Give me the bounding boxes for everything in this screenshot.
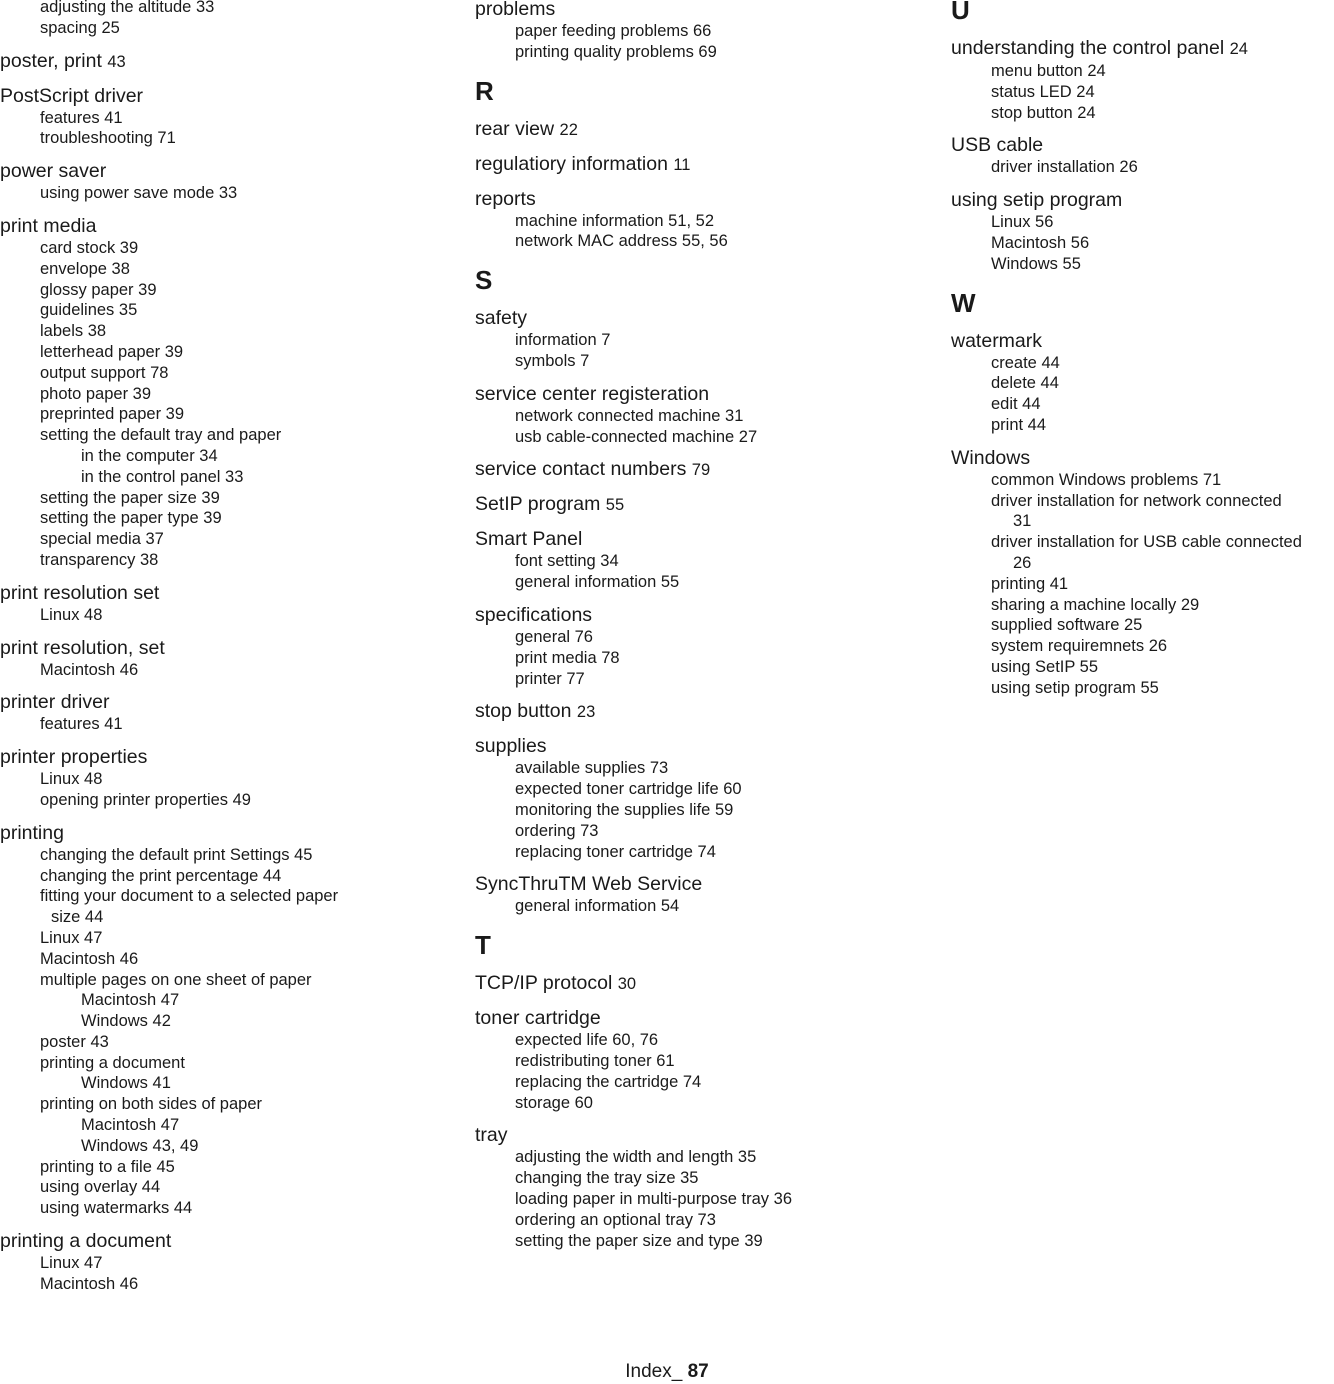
index-entry-heading (0, 636, 400, 660)
index-entry-page: 55 (605, 496, 625, 515)
index-entry (0, 821, 400, 1219)
index-entry (951, 446, 1334, 699)
index-entry (951, 188, 1334, 274)
index-subentry: adjusting the width and length 35 (515, 1148, 757, 1167)
index-subentry: spacing 25 (40, 18, 120, 37)
index-subentry: information 7 (515, 331, 611, 350)
index-subentry: redistributing toner 61 (515, 1051, 675, 1070)
index-entry-heading (0, 690, 400, 714)
index-subentry: expected life 60, 76 (515, 1031, 659, 1050)
index-entry-heading (0, 821, 400, 845)
index-subentry: Macintosh 46 (40, 1274, 139, 1293)
index-entry (0, 745, 400, 811)
index-entry-term: service center registeration (475, 382, 710, 405)
index-letter-heading: R (475, 75, 494, 106)
index-subentry: common Windows problems 71 (991, 470, 1222, 489)
index-entry-term: specifications (475, 603, 593, 626)
index-subentry: changing the print percentage 44 (40, 866, 282, 885)
index-subentry: Linux 48 (40, 770, 103, 789)
index-entry (475, 117, 895, 142)
index-column-1 (0, 0, 400, 1305)
index-entry (475, 187, 895, 253)
index-subentry: symbols 7 (515, 351, 590, 370)
index-subentry: using power save mode 33 (40, 184, 238, 203)
index-subentry: general information 55 (515, 573, 680, 592)
index-entry-term: using setip program (951, 189, 1123, 212)
index-subentry: available supplies 73 (515, 759, 669, 778)
index-entry-term: Smart Panel (475, 528, 583, 551)
index-subentry: Linux 48 (40, 605, 103, 624)
index-entry-heading (951, 188, 1334, 212)
index-subentry: using setip program 55 (991, 678, 1159, 697)
index-entry-term: PostScript driver (0, 84, 144, 107)
index-entry-term: power saver (0, 160, 107, 183)
index-entry-term: stop button (475, 700, 572, 723)
index-subentry: general information 54 (515, 897, 680, 916)
index-subentry: replacing toner cartridge 74 (515, 842, 716, 861)
index-entry-page: 30 (617, 975, 637, 994)
index-subentry: 26 (1013, 553, 1032, 572)
index-subentry: menu button 24 (991, 62, 1106, 80)
index-subentry: adjusting the altitude 33 (40, 0, 215, 16)
index-entry-heading (475, 187, 895, 211)
index-letter-heading: S (475, 265, 493, 296)
index-entry (0, 1229, 400, 1295)
index-entry (951, 133, 1334, 178)
index-entry-heading (475, 117, 895, 142)
index-entry-heading (951, 329, 1334, 353)
index-entry (951, 329, 1334, 436)
index-subentry: Macintosh 46 (40, 660, 139, 679)
index-entry-heading (475, 457, 895, 482)
index-entry (0, 49, 400, 74)
index-subentry: envelope 38 (40, 259, 130, 278)
index-entry-heading (475, 603, 895, 627)
index-subentry: setting the paper size 39 (40, 488, 220, 507)
index-subentry: loading paper in multi-purpose tray 36 (515, 1189, 792, 1208)
index-entry-term: print resolution set (0, 581, 160, 604)
index-subentry: setting the default tray and paper (40, 426, 282, 445)
index-entry-heading (475, 527, 895, 551)
index-subentry: fitting your document to a selected paper (40, 887, 339, 906)
index-entry-term: regulatiory information (475, 152, 668, 175)
index-entry (475, 971, 895, 996)
index-subentry: status LED 24 (991, 82, 1095, 101)
index-subentry: using overlay 44 (40, 1178, 161, 1197)
index-entry-page: 79 (691, 461, 711, 480)
index-subentry: driver installation 26 (991, 158, 1138, 177)
index-entry-term: printing a document (0, 1230, 172, 1253)
index-subentry: expected toner cartridge life 60 (515, 780, 742, 799)
index-subentry: output support 78 (40, 363, 169, 382)
index-entry-heading (475, 492, 895, 517)
index-subentry: network MAC address 55, 56 (515, 232, 728, 251)
index-entry (475, 1123, 895, 1251)
index-subentry: stop button 24 (991, 103, 1096, 122)
index-subentry: printing quality problems 69 (515, 42, 717, 61)
index-entry (0, 581, 400, 626)
index-entry-term: Windows (951, 446, 1031, 469)
index-entry-heading (0, 1229, 400, 1253)
index-entry-term: SyncThruTM Web Service (475, 873, 703, 896)
index-subentry: changing the tray size 35 (515, 1169, 699, 1188)
index-subentry: Linux 47 (40, 928, 103, 947)
index-subentry: edit 44 (991, 395, 1041, 414)
index-subentry: font setting 34 (515, 552, 619, 571)
index-subentry: create 44 (991, 353, 1060, 372)
index-subentry: paper feeding problems 66 (515, 22, 712, 40)
index-subentry: printing to a file 45 (40, 1157, 175, 1176)
index-entry-heading (475, 0, 895, 21)
index-entry (475, 699, 895, 724)
index-entry (475, 734, 895, 862)
page-footer (0, 1360, 1334, 1384)
index-entry (475, 457, 895, 482)
index-subentry: printing on both sides of paper (40, 1095, 262, 1114)
index-letter-heading: U (951, 0, 970, 25)
index-subentry: monitoring the supplies life 59 (515, 800, 734, 819)
index-entry (0, 84, 400, 150)
index-entry (475, 603, 895, 689)
index-subentry: machine information 51, 52 (515, 211, 715, 230)
index-subentry: printing 41 (991, 574, 1069, 593)
index-entry (475, 382, 895, 448)
index-entry-heading (0, 214, 400, 238)
index-entry-term: understanding the control panel (951, 37, 1225, 59)
index-subentry: preprinted paper 39 (40, 405, 185, 424)
index-entry-heading (0, 49, 400, 74)
index-subentry: Macintosh 56 (991, 233, 1090, 252)
index-entry-term: watermark (951, 329, 1043, 352)
index-entry-heading (475, 971, 895, 996)
index-subentry: card stock 39 (40, 238, 139, 257)
index-entry-term: toner cartridge (475, 1007, 601, 1030)
index-entry-heading (951, 446, 1334, 470)
index-entry-heading (475, 382, 895, 406)
index-column-3 (951, 0, 1334, 709)
index-subentry: special media 37 (40, 530, 164, 549)
index-entry-term: rear view (475, 117, 555, 140)
index-subentry: features 41 (40, 715, 123, 734)
index-entry-heading (0, 745, 400, 769)
index-entry-term: reports (475, 187, 536, 210)
index-subentry: changing the default print Settings 45 (40, 845, 313, 864)
index-subentry: ordering an optional tray 73 (515, 1210, 716, 1229)
index-subentry: print media 78 (515, 648, 620, 667)
index-subentry: Windows 55 (991, 254, 1081, 273)
index-entry-heading (0, 581, 400, 605)
index-subentry: Windows 41 (81, 1074, 171, 1093)
index-subentry: storage 60 (515, 1093, 593, 1112)
index-entry-heading (475, 734, 895, 758)
index-subentry: labels 38 (40, 322, 107, 341)
index-entry-heading (951, 36, 1334, 61)
index-subentry: supplied software 25 (991, 616, 1143, 635)
index-entry (0, 159, 400, 204)
index-subentry: in the control panel 33 (81, 467, 244, 486)
index-entry (475, 306, 895, 372)
index-entry (951, 36, 1334, 123)
index-subentry: printing a document (40, 1053, 185, 1072)
index-entry-heading (475, 152, 895, 177)
index-entry-term: safety (475, 307, 528, 330)
index-subentry: opening printer properties 49 (40, 790, 251, 809)
index-subentry: driver installation for USB cable connected (991, 533, 1302, 552)
index-subentry: driver installation for network connected (991, 491, 1282, 510)
index-entry-term: problems (475, 0, 556, 20)
index-subentry: poster 43 (40, 1032, 109, 1051)
index-entry-term: printer properties (0, 746, 148, 769)
index-subentry: guidelines 35 (40, 301, 138, 320)
index-subentry: printer 77 (515, 669, 585, 688)
index-entry-term: supplies (475, 735, 547, 758)
index-entry (475, 872, 895, 917)
index-entry-heading (0, 159, 400, 183)
index-subentry: Macintosh 46 (40, 949, 139, 968)
index-entry-term: print media (0, 214, 97, 237)
index-entry (475, 0, 895, 63)
index-entry-term: poster, print (0, 49, 102, 72)
index-continuation (0, 0, 400, 39)
index-subentry: Macintosh 47 (81, 1116, 180, 1135)
index-entry-heading (475, 1006, 895, 1030)
index-subentry: print 44 (991, 415, 1047, 434)
index-subentry: features 41 (40, 108, 123, 127)
index-entry (475, 152, 895, 177)
index-subentry: in the computer 34 (81, 446, 218, 465)
index-letter-heading: W (951, 287, 976, 318)
index-entry (0, 636, 400, 681)
index-entry-term: printer driver (0, 691, 110, 714)
index-entry (0, 690, 400, 735)
index-entry-heading (475, 1123, 895, 1147)
index-subentry: setting the paper size and type 39 (515, 1231, 763, 1250)
index-subentry: sharing a machine locally 29 (991, 595, 1200, 614)
index-entry-heading (951, 133, 1334, 157)
index-subentry: ordering 73 (515, 821, 599, 840)
index-subentry: Linux 56 (991, 213, 1054, 232)
index-subentry: setting the paper type 39 (40, 509, 222, 528)
index-subentry: general 76 (515, 627, 593, 646)
index-subentry: 31 (1013, 512, 1032, 531)
index-entry-term: USB cable (951, 134, 1044, 157)
index-subentry: system requiremnets 26 (991, 637, 1168, 656)
index-entry-page: 22 (559, 120, 578, 139)
index-subentry: Linux 47 (40, 1254, 103, 1273)
index-subentry: photo paper 39 (40, 384, 152, 403)
index-subentry: using SetIP 55 (991, 657, 1099, 676)
index-subentry: transparency 38 (40, 550, 159, 569)
index-entry-term: print resolution, set (0, 636, 165, 659)
footer-label: Index_ (625, 1361, 688, 1382)
index-entry-page: 24 (1229, 40, 1248, 58)
index-entry-term: tray (475, 1124, 508, 1147)
index-subentry: using watermarks 44 (40, 1199, 193, 1218)
index-entry-page: 43 (107, 52, 126, 71)
index-entry-term: SetIP program (475, 493, 601, 516)
index-entry-heading (475, 872, 895, 896)
footer-page-number: 87 (687, 1361, 709, 1382)
index-entry-heading (0, 84, 400, 108)
index-subentry: glossy paper 39 (40, 280, 157, 299)
index-subentry: letterhead paper 39 (40, 342, 184, 361)
index-subentry: Windows 42 (81, 1012, 171, 1031)
index-column-2 (475, 0, 895, 1261)
index-subentry: size 44 (51, 908, 104, 927)
index-entry (475, 1006, 895, 1113)
index-letter-heading: T (475, 930, 491, 961)
index-entry-heading (475, 306, 895, 330)
index-entry-term: service contact numbers (475, 458, 687, 481)
index-subentry: Macintosh 47 (81, 991, 180, 1010)
index-entry-heading (475, 699, 895, 724)
index-subentry: troubleshooting 71 (40, 129, 176, 148)
index-subentry: usb cable-connected machine 27 (515, 427, 758, 446)
index-entry-term: printing (0, 821, 64, 844)
index-subentry: Windows 43, 49 (81, 1136, 199, 1155)
index-entry (475, 527, 895, 593)
index-subentry: network connected machine 31 (515, 406, 744, 425)
index-entry-term: TCP/IP protocol (475, 972, 613, 995)
index-entry-page: 11 (673, 155, 691, 174)
index-subentry: multiple pages on one sheet of paper (40, 970, 312, 989)
index-subentry: replacing the cartridge 74 (515, 1072, 702, 1091)
index-entry-page: 23 (576, 703, 596, 722)
index-entry (0, 214, 400, 571)
index-subentry: delete 44 (991, 374, 1059, 393)
index-entry (475, 492, 895, 517)
